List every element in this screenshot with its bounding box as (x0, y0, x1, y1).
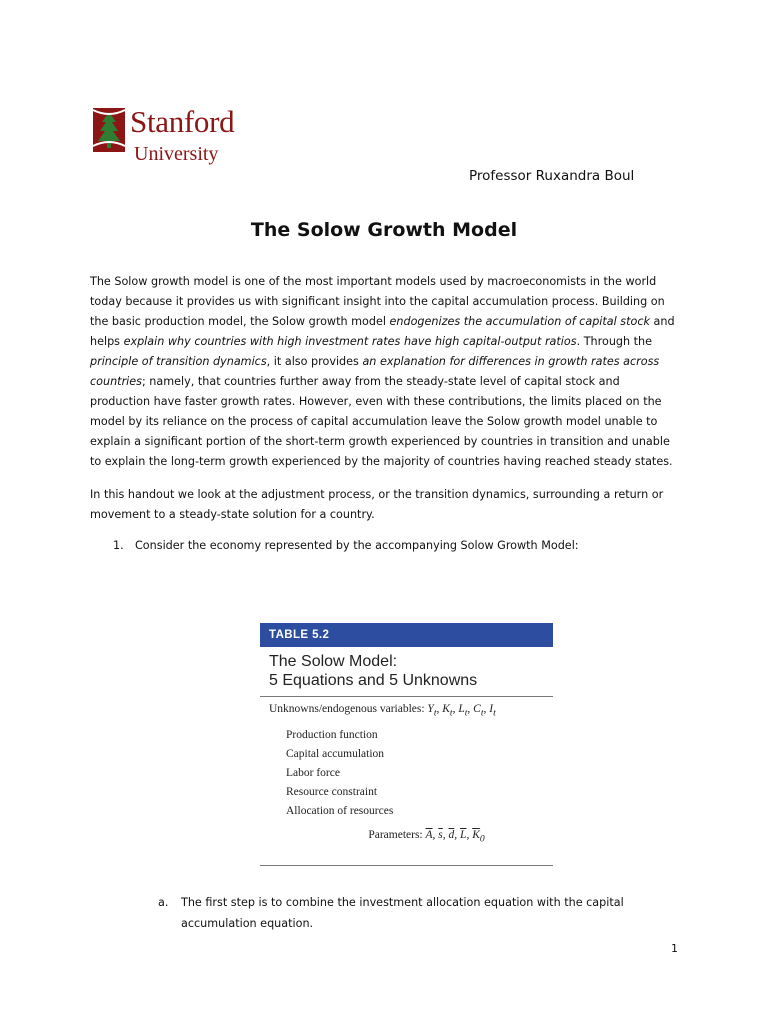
handout-paragraph: In this handout we look at the adjustment process, or the transition dynamics, surrounding a return or movement to a steady-state solution for a country. (90, 488, 664, 521)
logo-text-stanford: Stanford (130, 104, 235, 139)
paragraph-text: and helps (90, 315, 675, 348)
stanford-logo (89, 94, 243, 170)
table-equation-list (260, 718, 553, 821)
paragraph-text: , it also provides (266, 355, 363, 368)
professor-name: Professor Ruxandra Boul (469, 168, 635, 184)
table-bottom-rule (260, 865, 553, 866)
list-item-1 (113, 539, 579, 552)
unknowns-label: Unknowns/endogenous variables: (269, 703, 425, 715)
table-equation-row: Resource constraint (286, 786, 378, 799)
table-equation-row: Labor force (286, 767, 340, 780)
page-number: 1 (671, 942, 678, 955)
table-title (260, 647, 553, 690)
paragraph-text: The Solow growth model is one of the most important models used by macroeconomists in the world today because it provides us with significant insight into the capital accumulation process. Building on the basic production model, the Solow growth model (90, 275, 665, 328)
table-equation-row: Allocation of resources (286, 805, 394, 818)
list-item-1-number: 1. (113, 539, 124, 552)
sub-item-a-text: The first step is to combine the investment allocation equation with the capital accumulation equation. (181, 896, 624, 930)
sub-item-a-label: a. (158, 896, 169, 909)
paragraph-text: ; namely, that countries further away from the steady-state level of capital stock and production have faster growth rates. However, even with these contributions, the limits placed on the model by its reliance on the process of capital accumulation leave the Solow growth model unable to explain a significant portion of the short-term growth experienced by countries in transition and unable to explain the long-term growth experienced by the majority of countries having reached steady states. (90, 375, 673, 468)
table-equation-row: Production function (286, 729, 378, 742)
paragraph-text: . Through the (576, 335, 653, 348)
stanford-tree-logo-icon (89, 94, 129, 170)
table-title-line1: The Solow Model: (269, 653, 398, 670)
table-unknowns (260, 697, 553, 718)
emphasis-text: principle of transition dynamics (90, 355, 267, 368)
intro-paragraph (90, 272, 680, 472)
logo-text-university: University (134, 143, 219, 165)
parameters-vars: $\overline{A}$, $\overline{s}$, $\overline{d}$, $\overline{L}$, $\overline{K}_0$ (425, 829, 485, 845)
solow-model-table-figure (260, 623, 553, 866)
unknowns-vars: $Y_t$, $K_t$, $L_t$, $C_t$, $I_t$ (427, 703, 496, 719)
table-parameters (260, 821, 553, 844)
table-label: TABLE 5.2 (260, 623, 553, 647)
list-item-1-text: Consider the economy represented by the accompanying Solow Growth Model: (135, 539, 579, 552)
page-title: The Solow Growth Model (250, 219, 518, 241)
emphasis-text: explain why countries with high investment rates have high capital-output ratios (123, 335, 577, 348)
emphasis-text: an explanation for differences in growth rates across countries (90, 355, 660, 388)
table-equation-row: Capital accumulation (286, 748, 385, 761)
parameters-label: Parameters: (368, 829, 423, 842)
table-title-line2: 5 Equations and 5 Unknowns (269, 672, 478, 689)
emphasis-text: endogenizes the accumulation of capital stock (389, 315, 650, 328)
